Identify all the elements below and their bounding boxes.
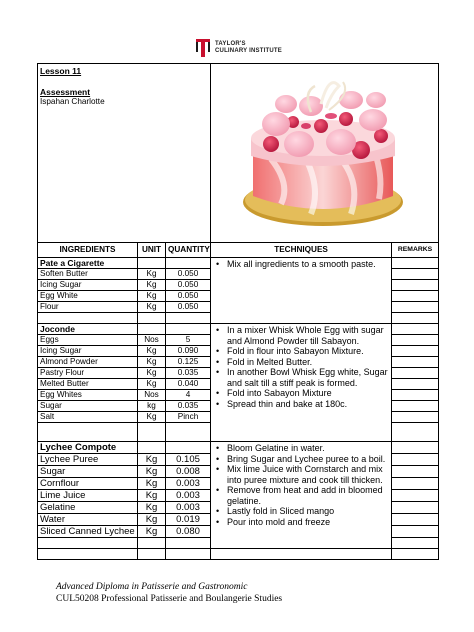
assessment-label: Assessment [40, 87, 91, 97]
ingredient-unit: Kg [138, 514, 166, 526]
ingredient-unit: Nos [138, 390, 166, 401]
product-photo-cell [211, 64, 439, 243]
ingredient-name: Icing Sugar [38, 280, 138, 291]
ingredient-qty: 0.050 [166, 291, 211, 302]
lesson-info-cell [38, 64, 211, 243]
column-header-row [38, 243, 439, 258]
ingredient-name: Flour [38, 302, 138, 313]
recipe-table [37, 63, 439, 560]
ingredient-name: Icing Sugar [38, 346, 138, 357]
technique-step: • Bloom Gelatine in water. [227, 443, 389, 454]
section-title-row [38, 442, 439, 454]
ingredient-unit: Kg [138, 379, 166, 390]
ingredient-qty: 0.019 [166, 514, 211, 526]
section-title: Pate a Cigarette [38, 258, 138, 269]
col-ingredients: INGREDIENTS [38, 243, 138, 258]
logo-line-2: CULINARY INSTITUTE [215, 48, 282, 54]
page-footer [56, 581, 282, 605]
ingredient-name: Sliced Canned Lychee [38, 526, 138, 538]
ingredient-name: Lychee Puree [38, 454, 138, 466]
technique-step: • Fold in flour into Sabayon Mixture. [227, 346, 389, 357]
ingredient-name: Lime Juice [38, 490, 138, 502]
ingredient-name: Eggs [38, 335, 138, 346]
ingredient-name: Egg Whites [38, 390, 138, 401]
lesson-title: Lesson 11 [40, 66, 82, 76]
ingredient-qty: 0.035 [166, 368, 211, 379]
ingredient-unit: Kg [138, 502, 166, 514]
ingredient-name: Pastry Flour [38, 368, 138, 379]
ingredient-unit: Kg [138, 357, 166, 368]
ingredient-unit: Kg [138, 269, 166, 280]
ingredient-name: Water [38, 514, 138, 526]
ingredient-qty: 0.040 [166, 379, 211, 390]
technique-step: • In another Bowl Whisk Egg white, Sugar and salt till a stiff peak is formed. [227, 367, 389, 388]
product-name: Ispahan Charlotte [40, 97, 105, 106]
ingredient-qty: 0.090 [166, 346, 211, 357]
ingredient-qty: 0.008 [166, 466, 211, 478]
technique-step: • Mix lime Juice with Cornstarch and mix into puree mixture and cook till thicken. [227, 464, 389, 485]
ingredient-unit: Kg [138, 454, 166, 466]
ingredient-unit: Kg [138, 526, 166, 538]
technique-step: • Spread thin and bake at 180c. [227, 399, 389, 410]
ingredient-qty: 0.003 [166, 478, 211, 490]
blank-row [38, 549, 439, 560]
technique-step: • Fold in Melted Butter. [227, 357, 389, 368]
ingredient-qty: Pinch [166, 412, 211, 423]
ingredient-name: Gelatine [38, 502, 138, 514]
ingredient-unit: Kg [138, 302, 166, 313]
ingredient-name: Soften Butter [38, 269, 138, 280]
section-title: Lychee Compote [38, 442, 138, 454]
ingredient-qty: 4 [166, 390, 211, 401]
technique-step: • Pour into mold and freeze [227, 517, 389, 528]
ingredient-unit: Kg [138, 478, 166, 490]
logo-line-1: TAYLOR'S [215, 41, 246, 47]
col-unit: UNIT [138, 243, 166, 258]
ingredient-unit: Kg [138, 280, 166, 291]
ingredient-qty: 0.080 [166, 526, 211, 538]
ingredient-name: Salt [38, 412, 138, 423]
ingredient-name: Cornflour [38, 478, 138, 490]
ingredient-qty: 0.105 [166, 454, 211, 466]
ingredient-qty: 0.035 [166, 401, 211, 412]
logo-mark-icon [196, 39, 210, 57]
ingredient-qty: 0.050 [166, 280, 211, 291]
institute-logo [196, 37, 282, 59]
ingredient-unit: kg [138, 401, 166, 412]
technique-step: • Bring Sugar and Lychee puree to a boil. [227, 454, 389, 465]
ingredient-qty: 0.050 [166, 269, 211, 280]
footer-course: CUL50208 Professional Patisserie and Boulangerie Studies [56, 594, 283, 604]
technique-step: • In a mixer Whisk Whole Egg with sugar and Almond Powder till Sabayon. [227, 325, 389, 346]
ingredient-name: Sugar [38, 466, 138, 478]
ingredient-unit: Nos [138, 335, 166, 346]
ingredient-unit: Kg [138, 291, 166, 302]
ingredient-name: Sugar [38, 401, 138, 412]
technique-step: • Mix all ingredients to a smooth paste. [227, 259, 389, 270]
col-techniques: TECHNIQUES [211, 243, 392, 258]
section-title: Joconde [38, 324, 138, 335]
ingredient-unit: Kg [138, 368, 166, 379]
ingredient-qty: 0.003 [166, 502, 211, 514]
techniques-cell [211, 324, 392, 442]
ingredient-name: Egg White [38, 291, 138, 302]
ingredient-name: Melted Butter [38, 379, 138, 390]
footer-program: Advanced Diploma in Patisserie and Gastronomic [56, 582, 248, 592]
ingredient-unit: Kg [138, 466, 166, 478]
ingredient-qty: 0.050 [166, 302, 211, 313]
technique-step: • Fold into Sabayon Mixture [227, 388, 389, 399]
section-title-row [38, 324, 439, 335]
techniques-cell [211, 442, 392, 549]
ingredient-qty: 0.125 [166, 357, 211, 368]
ingredient-qty: 5 [166, 335, 211, 346]
section-title-row [38, 258, 439, 269]
ingredient-unit: Kg [138, 346, 166, 357]
col-remarks: REMARKS [392, 243, 439, 258]
techniques-cell [211, 258, 392, 324]
col-quantity: QUANTITY [166, 243, 211, 258]
ingredient-unit: Kg [138, 412, 166, 423]
ingredient-unit: Kg [138, 490, 166, 502]
ingredient-qty: 0.003 [166, 490, 211, 502]
ingredient-name: Almond Powder [38, 357, 138, 368]
technique-step: • Lastly fold in Sliced mango [227, 506, 389, 517]
cake-photo [211, 64, 437, 240]
technique-step: • Remove from heat and add in bloomed gelatine. [227, 485, 389, 506]
